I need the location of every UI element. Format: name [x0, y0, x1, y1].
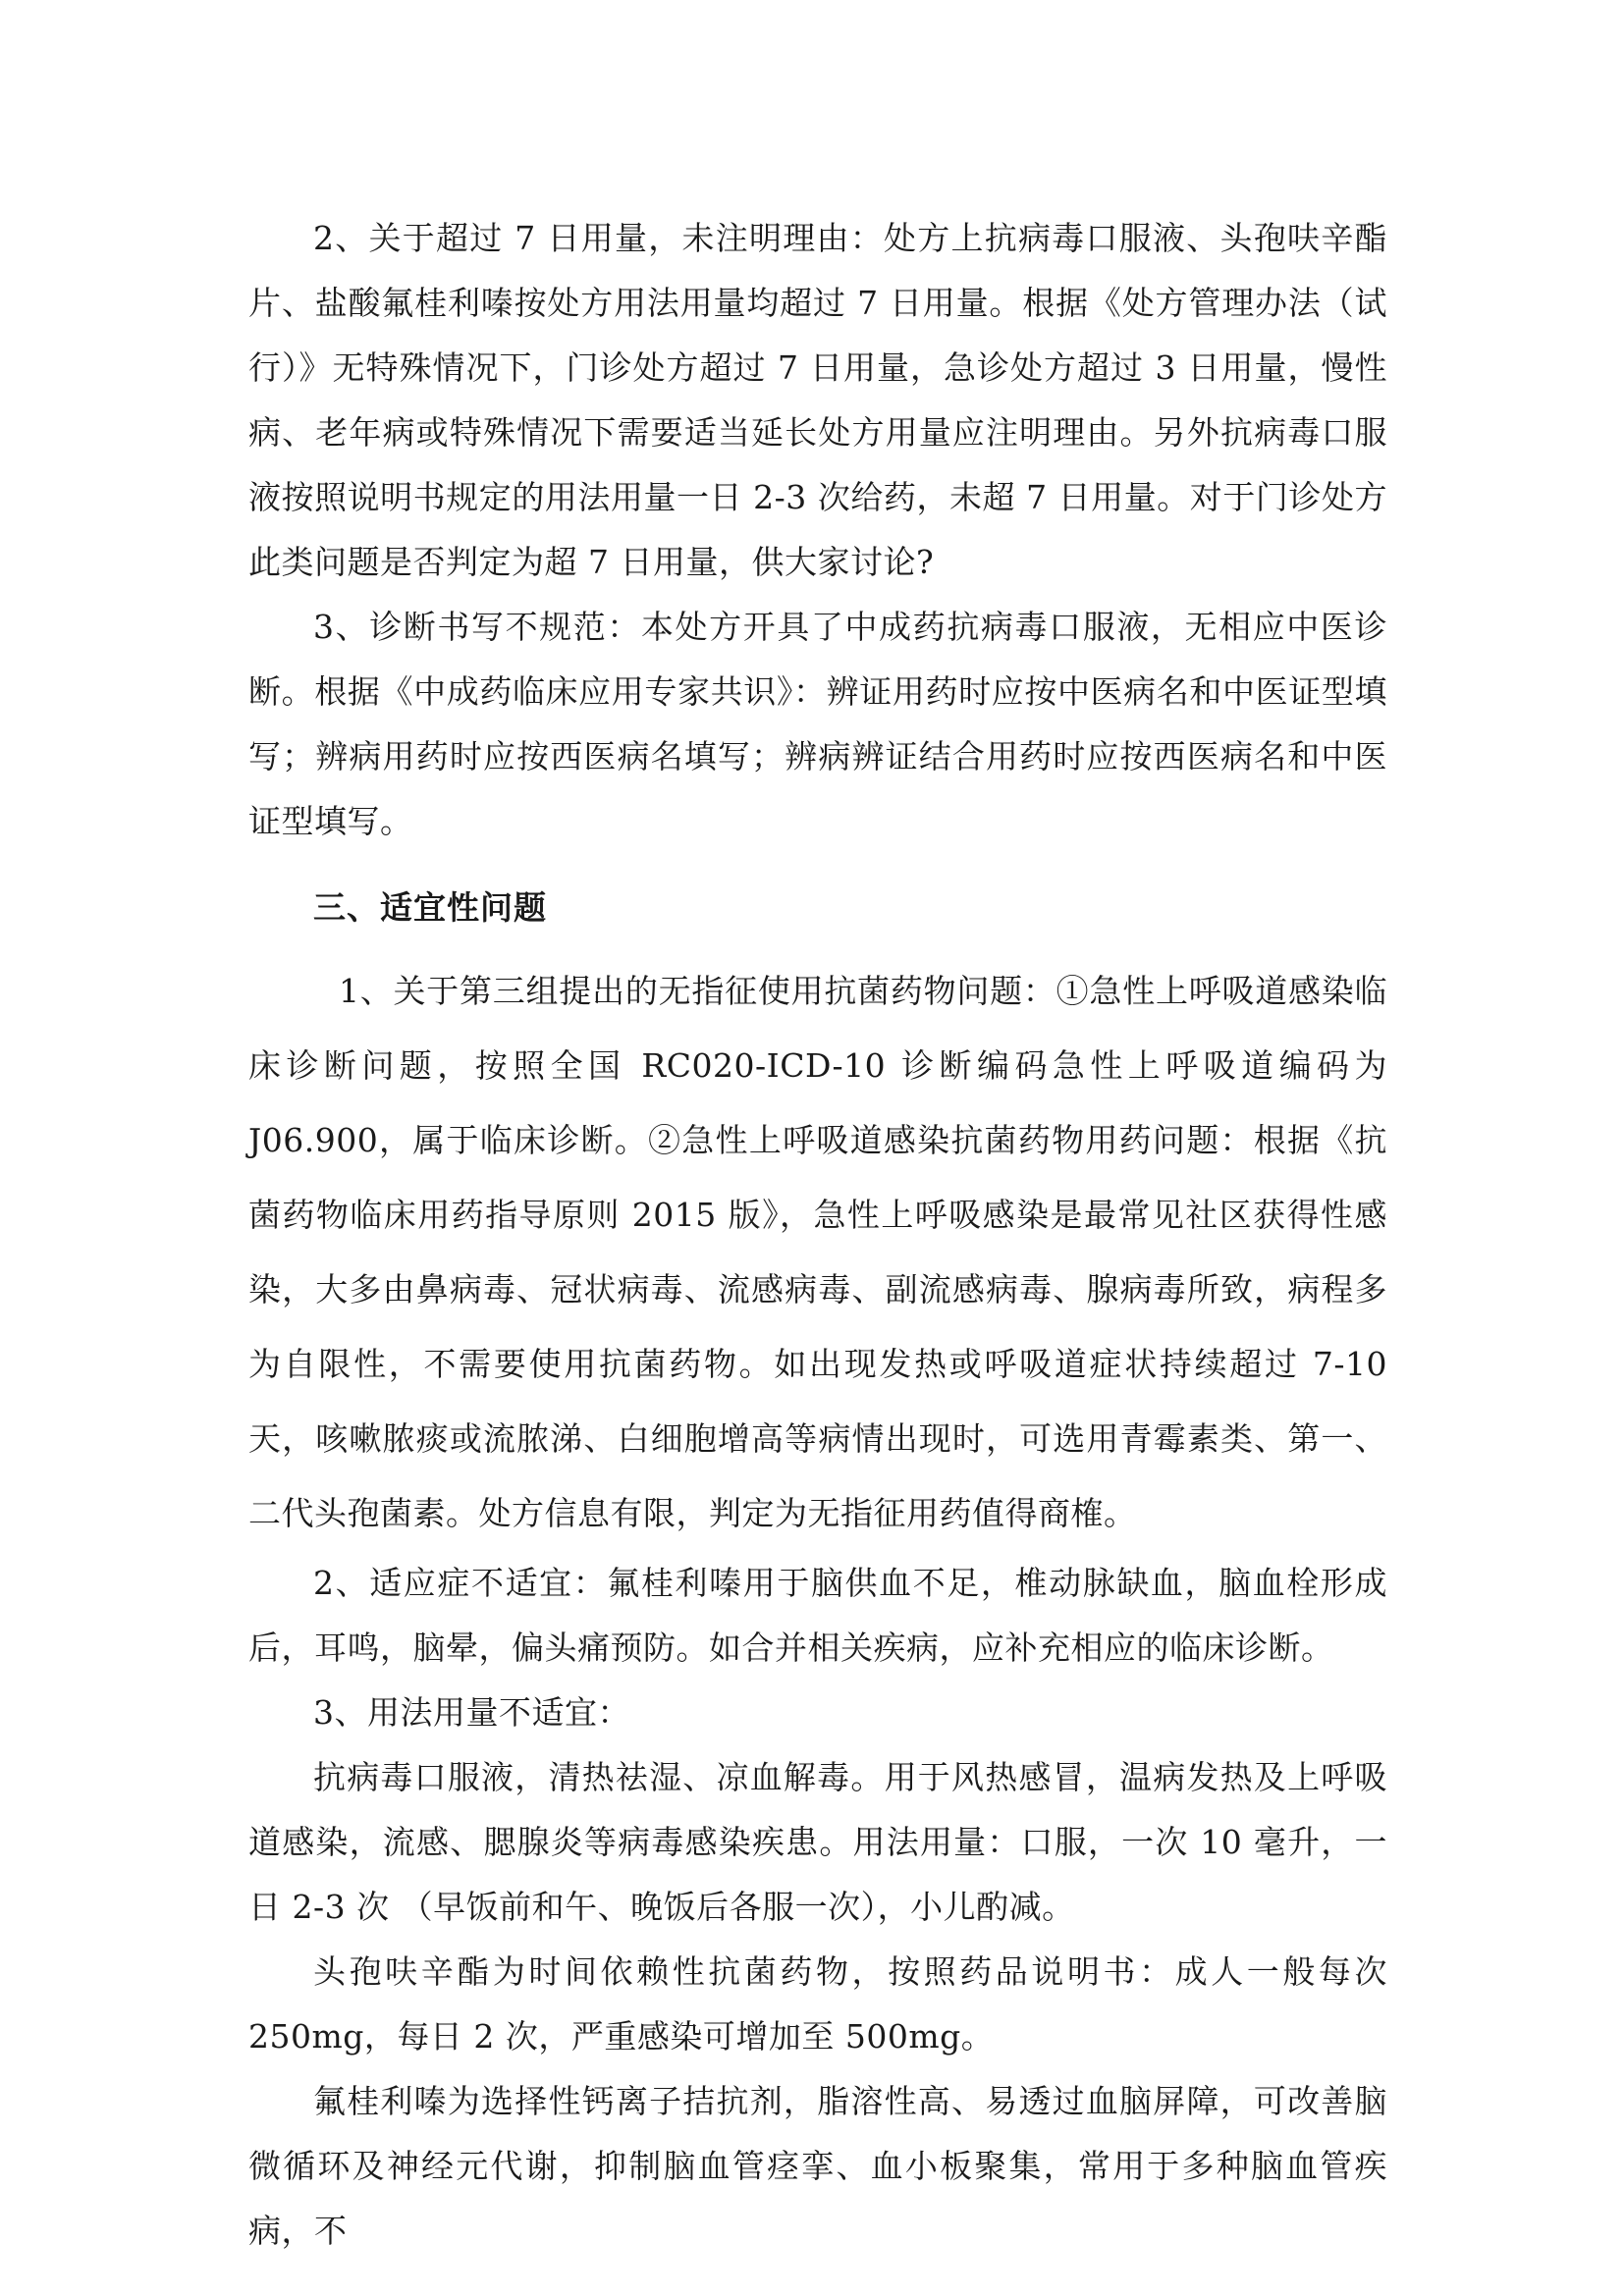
paragraph-antibacterial-indication: 1、关于第三组提出的无指征使用抗菌药物问题：①急性上呼吸道感染临床诊断问题，按照全国 RC020-ICD-10 诊断编码急性上呼吸道编码为 J06.900，属于临床诊断。②急性上呼吸道感染抗菌药物用药问题：根据《抗菌药物临床用药指导原则 2015 版》，急性上呼吸感染是最常见社区获得性感染，大多由鼻病毒、冠状病毒、流感病毒、副流感病毒、腺病毒所致，病程多为自限性，不需要使用抗菌药物。如出现发热或呼吸道症状持续超过 7-10 天，咳嗽脓痰或流脓涕、白细胞增高等病情出现时，可选用青霉素类、第一、二代头孢菌素。处方信息有限，判定为无指征用药值得商榷。	[248, 972, 1387, 1532]
paragraph-indication-inappropriate: 2、适应症不适宜：氟桂利嗪用于脑供血不足，椎动脉缺血，脑血栓形成后，耳鸣，脑晕，偏头痛预防。如合并相关疾病，应补充相应的临床诊断。	[248, 1564, 1387, 1667]
paragraph-diagnosis-writing: 3、诊断书写不规范：本处方开具了中成药抗病毒口服液，无相应中医诊断。根据《中成药临床应用专家共识》：辨证用药时应按中医病名和中医证型填写；辨病用药时应按西医病名填写；辨病辨证结合用药时应按西医病名和中医证型填写。	[248, 608, 1387, 840]
document-page	[248, 206, 1387, 2264]
paragraph-antiviral-oral-liquid: 抗病毒口服液，清热祛湿、凉血解毒。用于风热感冒，温病发热及上呼吸道感染，流感、腮腺炎等病毒感染疾患。用法用量：口服，一次 10 毫升，一日 2-3 次 （早饭前和午、晚饭后各服一次），小儿酌减。	[248, 1758, 1387, 1926]
paragraph-over-seven-days: 2、关于超过 7 日用量，未注明理由：处方上抗病毒口服液、头孢呋辛酯片、盐酸氟桂利嗪按处方用法用量均超过 7 日用量。根据《处方管理办法（试行）》无特殊情况下，门诊处方超过 7 日用量，急诊处方超过 3 日用量，慢性病、老年病或特殊情况下需要适当延长处方用量应注明理由。另外抗病毒口服液按照说明书规定的用法用量一日 2-3 次给药，未超 7 日用量。对于门诊处方此类问题是否判定为超 7 日用量，供大家讨论?	[248, 219, 1387, 581]
paragraph-cefuroxime: 头孢呋辛酯为时间依赖性抗菌药物，按照药品说明书：成人一般每次 250mg，每日 2 次，严重感染可增加至 500mg。	[248, 1952, 1387, 2056]
paragraph-dosage-inappropriate: 3、用法用量不适宜：	[313, 1693, 630, 1732]
paragraph-flunarizine: 氟桂利嗪为选择性钙离子拮抗剂，脂溶性高、易透过血脑屏障，可改善脑微循环及神经元代谢，抑制脑血管痉挛、血小板聚集，常用于多种脑血管疾病，不	[248, 2082, 1387, 2250]
section-heading-appropriateness: 三、适宜性问题	[313, 888, 547, 927]
